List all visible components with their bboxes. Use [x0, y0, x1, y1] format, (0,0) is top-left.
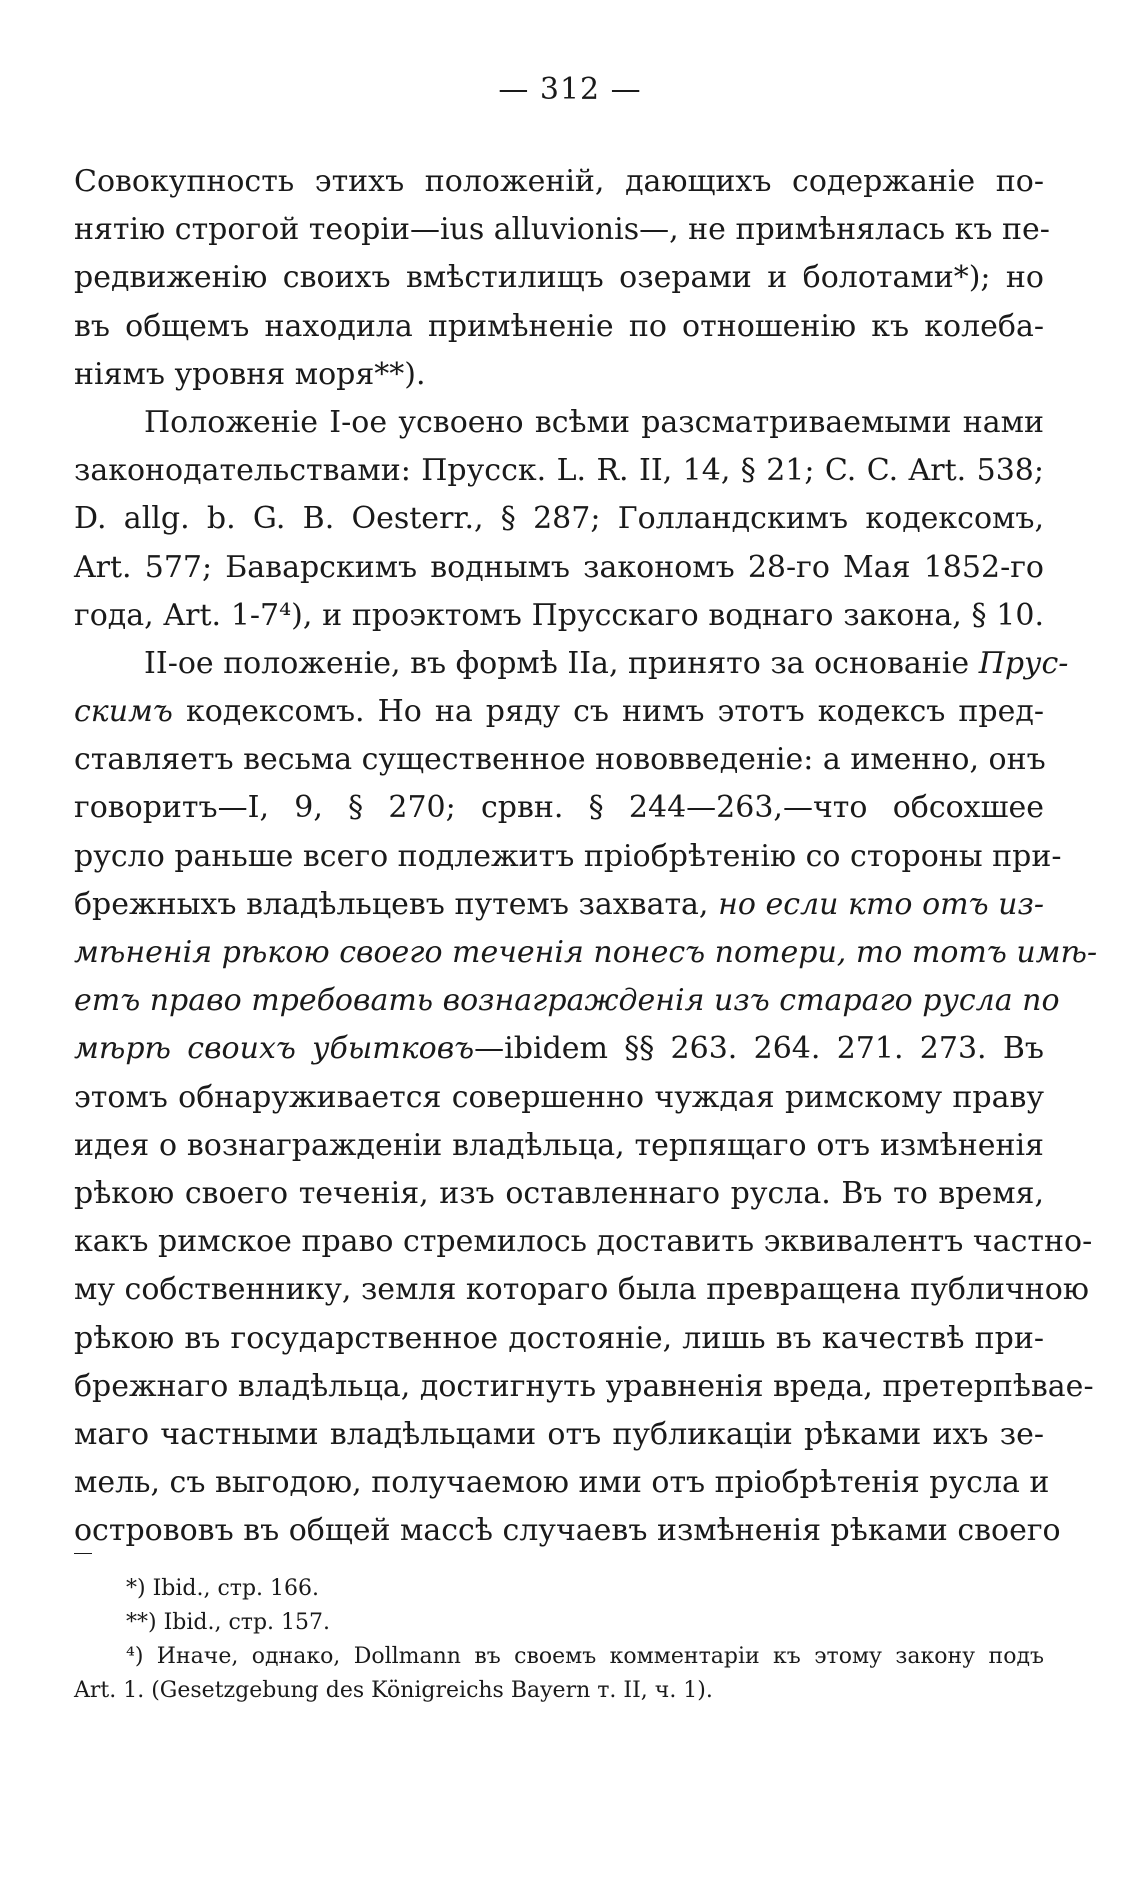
text-segment: брежныхъ владѣльцевъ путемъ захвата, — [74, 886, 719, 922]
text-segment: нятiю строгой теорiи—ius alluvionis—, не примѣнялась къ пе- — [74, 212, 1050, 248]
italic-segment: мѣрѣ своихъ убытковъ — [74, 1031, 475, 1067]
text-line — [74, 1170, 1044, 1218]
text-segment: русло раньше всего подлежитъ прiобрѣтенiю со стороны при- — [74, 838, 1062, 874]
footnote: *) Ibid., стр. 166. — [126, 1576, 319, 1601]
text-segment: редвиженiю своихъ вмѣстилищъ озерами и болотами*); но — [74, 260, 1044, 296]
text-segment: Положенiе I-ое усвоено всѣми разсматриваемыми нами — [144, 404, 1044, 440]
text-line — [74, 592, 1044, 640]
text-line — [74, 833, 1062, 881]
text-segment: идея о вознагражденiи владѣльца, терпящаго отъ измѣненiя — [74, 1127, 1044, 1163]
text-line — [74, 1507, 1061, 1555]
text-segment: законодательствами: Прусск. L. R. II, 14, § 21; C. C. Art. 538; — [74, 453, 1044, 489]
text-line — [74, 1459, 1050, 1507]
body-text — [74, 158, 1098, 1555]
text-line — [74, 351, 1044, 399]
text-line — [74, 784, 1044, 832]
text-line — [74, 303, 1044, 351]
text-line — [74, 1411, 1044, 1459]
footnote: **) Ibid., стр. 157. — [126, 1610, 330, 1635]
paragraph-start-line — [74, 399, 1044, 447]
text-segment: этомъ обнаруживается совершенно чуждая римскому праву — [74, 1079, 1044, 1115]
text-line — [74, 495, 1044, 543]
text-segment: II-ое положенiе, въ формѣ IIa, принято за основанiе — [144, 645, 979, 681]
footnote: ⁴) Иначе, однако, Dollmann въ своемъ комментарiи къ этому закону подъ — [126, 1644, 1044, 1669]
text-segment: D. allg. b. G. B. Oesterr., § 287; Голландскимъ кодексомъ, — [74, 501, 1044, 537]
text-line — [74, 1218, 1093, 1266]
text-line — [74, 929, 1098, 977]
text-line — [74, 206, 1050, 254]
text-segment: рѣкою своего теченiя, изъ оставленнаго русла. Въ то время, — [74, 1175, 1044, 1211]
footnotes — [74, 1572, 1044, 1708]
text-line — [74, 1363, 1094, 1411]
text-segment: острововъ въ общей массѣ случаевъ измѣненiя рѣками своего — [74, 1513, 1061, 1549]
text-segment: говоритъ—I, 9, § 270; срвн. § 244—263,—что обсохшее — [74, 790, 1044, 826]
text-line — [74, 1266, 1089, 1314]
text-segment: кодексомъ. Но на ряду съ нимъ этотъ кодексъ пред- — [172, 694, 1044, 730]
page-number: — 312 — — [498, 72, 642, 107]
text-segment: въ общемъ находила примѣненiе по отношенiю къ колеба- — [74, 308, 1044, 344]
italic-segment: но если кто отъ из- — [718, 886, 1044, 922]
text-segment: му собственнику, земля котораго была превращена публичною — [74, 1272, 1089, 1308]
text-line — [74, 1025, 1044, 1073]
text-segment: ставляетъ весьма существенное нововведенiе: а именно, онъ — [74, 742, 1046, 778]
italic-segment: скимъ — [74, 694, 173, 730]
italic-segment: мѣненiя рѣкою своего теченiя понесъ потери, то тотъ имѣ- — [74, 935, 1098, 970]
text-line — [74, 544, 1044, 592]
text-segment: года, Art. 1-7⁴), и проэктомъ Прусскаго воднаго закона, § 10. — [74, 597, 1044, 633]
text-segment: брежнаго владѣльца, достигнуть уравненiя вреда, претерпѣвае- — [74, 1368, 1094, 1404]
text-segment: Art. 577; Баварскимъ воднымъ закономъ 28-го Мая 1852-го — [74, 549, 1044, 585]
text-line — [74, 736, 1044, 784]
text-line — [74, 1315, 1044, 1363]
text-segment: какъ римское право стремилось доставить эквивалентъ частно- — [74, 1224, 1093, 1260]
paragraph-start-line — [74, 640, 1069, 688]
text-segment: мель, съ выгодою, получаемою ими отъ прiобрѣтенiя русла и — [74, 1465, 1050, 1501]
footnote-divider — [74, 1553, 92, 1554]
text-segment: маго частными владѣльцами отъ публикацiи рѣками ихъ зе- — [74, 1416, 1044, 1452]
text-line — [74, 881, 1044, 929]
footnote-continuation: Art. 1. (Gesetzgebung des Königreichs Bayern т. II, ч. 1). — [74, 1678, 713, 1703]
text-segment: рѣкою въ государственное достоянiе, лишь въ качествѣ при- — [74, 1320, 1044, 1356]
italic-segment: Прус- — [978, 645, 1069, 681]
text-line — [74, 254, 1044, 302]
text-segment: нiямъ уровня моря**). — [74, 356, 426, 392]
text-line — [74, 158, 1044, 206]
text-line — [74, 1122, 1044, 1170]
text-segment: Совокупность этихъ положенiй, дающихъ содержанiе по- — [74, 164, 1044, 199]
text-line — [74, 688, 1044, 736]
text-line — [74, 977, 1060, 1025]
text-line — [74, 447, 1044, 495]
text-segment: —ibidem §§ 263. 264. 271. 273. Въ — [474, 1031, 1044, 1067]
italic-segment: етъ право требовать вознагражденiя изъ стараго русла по — [74, 983, 1060, 1019]
text-line — [74, 1074, 1044, 1122]
